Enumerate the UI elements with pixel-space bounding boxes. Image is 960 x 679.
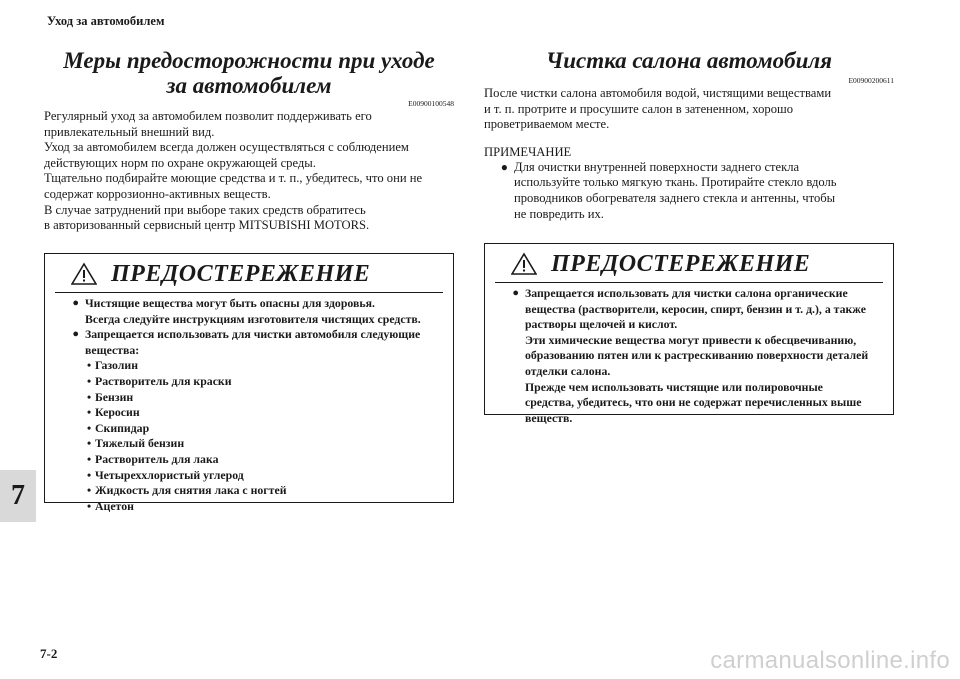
list-item-label: Жидкость для снятия лака с ногтей	[95, 483, 287, 498]
text-line: В случае затруднений при выборе таких средств обратитесь	[44, 202, 366, 217]
caution-item	[495, 286, 883, 426]
text-line: растворы щелочей и кислот.	[525, 317, 678, 332]
text-line: содержат коррозионно-активных веществ.	[44, 186, 271, 201]
title-line: Чистка салона автомобиля	[545, 48, 833, 73]
caution-header	[495, 250, 883, 278]
caution-header	[55, 260, 443, 288]
caution-item	[55, 327, 443, 358]
text-line: Запрещается использовать для чистки автомобиля следующие	[85, 327, 421, 342]
list-item	[55, 483, 443, 499]
black-circle-bullet-icon: ●	[72, 328, 79, 341]
list-item-label: Ацетон	[95, 498, 134, 513]
chapter-tab	[0, 470, 36, 522]
list-item-label: Растворитель для краски	[95, 373, 232, 388]
caution-title: ПРЕДОСТЕРЕЖЕНИЕ	[111, 260, 371, 287]
list-item	[55, 499, 443, 515]
list-item	[55, 421, 443, 437]
text-line: в авторизованный сервисный центр MITSUBISHI MOTORS.	[44, 218, 370, 233]
list-item-label: Тяжелый бензин	[95, 436, 185, 451]
black-circle-bullet-icon: ●	[500, 159, 508, 174]
text-line: Чистящие вещества могут быть опасны для здоровья.	[85, 296, 375, 310]
black-circle-bullet-icon: ●	[72, 297, 79, 309]
list-item-label: Скипидар	[95, 420, 150, 435]
list-item	[55, 374, 443, 390]
text-line: Эти химические вещества могут привести к обесцвечиванию,	[525, 332, 857, 347]
text-line: и т. п. протрите и просушите салон в затененном, хорошо	[484, 101, 793, 116]
text-line: проветриваемом месте.	[484, 117, 610, 132]
note-heading: ПРИМЕЧАНИЕ	[484, 144, 572, 159]
text-line: Всегда следуйте инструкциям изготовителя чистящих средств.	[85, 311, 421, 326]
list-item	[55, 358, 443, 374]
substance-list	[55, 358, 443, 514]
title-line: Меры предосторожности при уходе	[63, 48, 435, 73]
list-item-label: Четыреххлористый углерод	[95, 467, 244, 482]
black-circle-bullet-icon: ●	[512, 287, 519, 299]
caution-title: ПРЕДОСТЕРЕЖЕНИЕ	[551, 250, 811, 277]
text-line: веществ.	[525, 410, 573, 425]
text-line: После чистки салона автомобиля водой, чистящими веществами	[484, 86, 832, 100]
text-line: действующих норм по охране окружающей среды.	[44, 155, 316, 170]
text-line: отделки салона.	[525, 363, 611, 378]
caution-item	[55, 296, 443, 327]
text-line: образованию пятен или к растрескиванию поверхности деталей	[525, 348, 869, 363]
text-line: вещества:	[85, 342, 140, 357]
list-item-label: Растворитель для лака	[95, 451, 219, 466]
list-item-label: Керосин	[95, 405, 140, 420]
text-line: Запрещается использовать для чистки салона органические	[525, 286, 848, 300]
page-number: 7-2	[40, 646, 58, 661]
warning-triangle-icon	[511, 252, 537, 276]
note-item	[484, 160, 894, 222]
text-line: Прежде чем использовать чистящие или полировочные	[525, 379, 823, 394]
text-line: средства, убедитесь, что они не содержат перечисленных выше	[525, 395, 862, 410]
section-title-precautions	[44, 48, 454, 98]
text-line: Регулярный уход за автомобилем позволит поддерживать его	[44, 109, 372, 123]
body-text	[484, 86, 894, 133]
text-line: Уход за автомобилем всегда должен осуществляться с соблюдением	[44, 140, 409, 155]
caution-box-right	[484, 243, 894, 425]
section-code: E00900100548	[408, 99, 454, 108]
title-line: за автомобилем	[166, 73, 332, 98]
text-line: Для очистки внутренней поверхности заднего стекла	[514, 159, 800, 174]
running-header: Уход за автомобилем	[47, 14, 165, 28]
list-item	[55, 452, 443, 468]
list-item-label: Бензин	[95, 389, 134, 404]
divider	[55, 292, 443, 293]
right-column	[484, 48, 894, 222]
list-item	[55, 468, 443, 484]
text-line: используйте только мягкую ткань. Протирайте стекло вдоль	[514, 175, 837, 190]
divider	[495, 282, 883, 283]
text-line: Тщательно подбирайте моющие средства и т. п., убедитесь, что они не	[44, 171, 423, 186]
list-item	[55, 390, 443, 406]
caution-box-left	[44, 253, 454, 513]
list-item-label: Газолин	[95, 358, 138, 373]
text-line: вещества (растворители, керосин, спирт, бензин и т. д.), а также	[525, 301, 866, 316]
warning-triangle-icon	[71, 262, 97, 286]
text-line: не повредить их.	[514, 206, 604, 221]
text-line: проводников обогревателя заднего стекла и антенны, чтобы	[514, 190, 836, 205]
left-column	[44, 48, 454, 234]
section-code: E00900200611	[848, 76, 894, 85]
section-title-interior-cleaning	[484, 48, 894, 73]
watermark: carmanualsonline.info	[710, 647, 950, 674]
list-item	[55, 436, 443, 452]
list-item	[55, 405, 443, 421]
text-line: привлекательный внешний вид.	[44, 124, 215, 139]
chapter-number: 7	[11, 480, 25, 511]
body-text	[44, 109, 454, 234]
